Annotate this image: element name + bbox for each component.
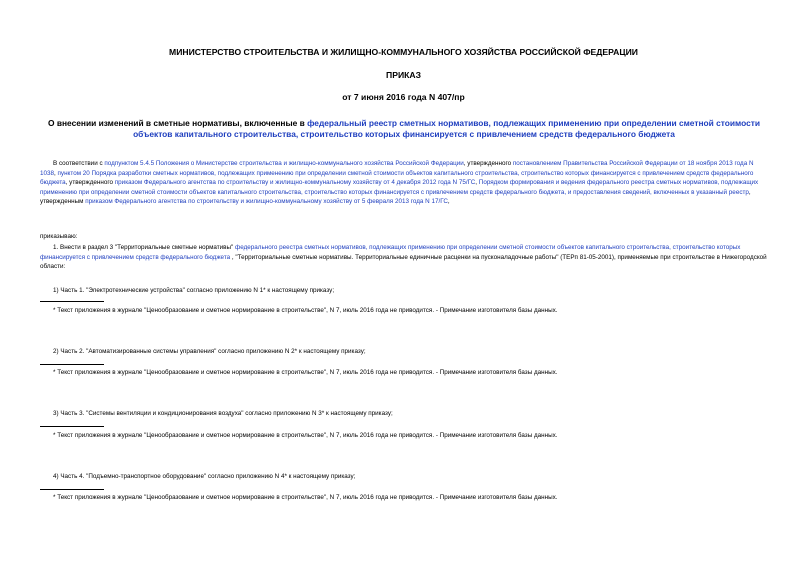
clause-1-paragraph [40,243,768,272]
list-item: 3) Часть 3. "Системы вентиляции и кондиционирования воздуха" согласно приложению N 3* к настоящему приказу; [53,410,393,417]
footnote-divider [40,301,104,302]
registry-procedure-link[interactable]: Порядком формирования и ведения федерального реестра сметных нормативов, подлежащих применению при определении сметной стоимости объектов капитального строительства, строительство которых финансируется с привлечением средств федерального бюджета, и предоставления сведений, включенных в указанный реестр [40,179,759,196]
preamble-text: , [54,169,58,177]
agency-order-17-link[interactable]: приказом Федерального агентства по строительству и жилищно-коммунальному хозяйству от 5 февраля 2013 года N 17/ГС [85,198,448,206]
preamble-text: , утвержденного [463,160,513,167]
procedure-link[interactable]: пунктом 20 Порядка разработки сметных нормативов, подлежащих применению при определении сметной стоимости объектов капитального строительства, строительство которых финансируется с привлечением средств федерального бюджета [40,169,754,187]
preamble-text: , утвержденным [40,188,751,206]
ministry-heading: МИНИСТЕРСТВО СТРОИТЕЛЬСТВА И ЖИЛИЩНО-КОММУНАЛЬНОГО ХОЗЯЙСТВА РОССИЙСКОЙ ФЕДЕРАЦИИ [169,47,638,57]
preamble-text: В соответствии с [53,160,105,167]
list-item: 4) Часть 4. "Подъемно-транспортное оборудование" согласно приложению N 4* к настоящему приказу; [53,473,356,480]
regulation-link[interactable]: подпунктом 5.4.5 Положения о Министерстве строительства и жилищно-коммунального хозяйства Российской Федерации [104,160,464,167]
clause-text: 1. Внести в раздел 3 "Территориальные сметные нормативы" [53,244,236,251]
preamble-text: , [475,179,479,187]
agency-order-75-link[interactable]: приказом Федерального агентства по строительству и жилищно-коммунальному хозяйству от 4 декабря 2012 года N 75/ГС [114,179,476,187]
title-registry-link[interactable]: федеральный реестр сметных нормативов, подлежащих применению при определении сметной стоимости объектов капитального строительства, строительство которых финансируется с привлечением средств федерального бюджета [133,118,761,139]
footnote-divider [40,426,104,427]
preamble-paragraph [40,159,768,207]
federal-registry-link[interactable]: федерального реестра сметных нормативов, подлежащих применению при определении сметной стоимости объектов капитального строительства, строительство которых финансируется с привлечением средств федерального бюджета [40,244,741,261]
title-text: О внесении изменений в сметные нормативы, включенные в [47,118,308,128]
government-decree-link[interactable]: постановлением Правительства Российской Федерации от 18 ноября 2013 года N 1038 [40,160,754,177]
preamble-text: , утвержденного [65,179,115,187]
doc-type-heading: ПРИКАЗ [386,70,421,80]
footnote: * Текст приложения в журнале "Ценообразование и сметное нормирование в строительстве", N 7, июль 2016 года не приводится. - Примечание изготовителя базы данных. [53,369,558,376]
date-number-heading: от 7 июня 2016 года N 407/пр [342,92,465,102]
list-item: 1) Часть 1. "Электротехнические устройства" согласно приложению N 1* к настоящему приказу; [53,287,335,294]
footnote-divider [40,489,104,490]
footnote: * Текст приложения в журнале "Ценообразование и сметное нормирование в строительстве", N 7, июль 2016 года не приводится. - Примечание изготовителя базы данных. [53,494,558,501]
preamble-text: , [447,198,450,206]
order-word: приказываю: [40,233,78,240]
document-title [40,118,768,140]
clause-text: , "Территориальные сметные нормативы. Территориальные единичные расценки на пусконаладочные работы" (ТЕРп 81-05-2001), применяемые при строительстве в Нижегородской области: [40,253,767,271]
footnote: * Текст приложения в журнале "Ценообразование и сметное нормирование в строительстве", N 7, июль 2016 года не приводится. - Примечание изготовителя базы данных. [53,432,558,439]
footnote-divider [40,364,104,365]
list-item: 2) Часть 2. "Автоматизированные системы управления" согласно приложению N 2* к настоящему приказу; [53,348,366,355]
footnote: * Текст приложения в журнале "Ценообразование и сметное нормирование в строительстве", N 7, июль 2016 года не приводится. - Примечание изготовителя базы данных. [53,307,558,314]
